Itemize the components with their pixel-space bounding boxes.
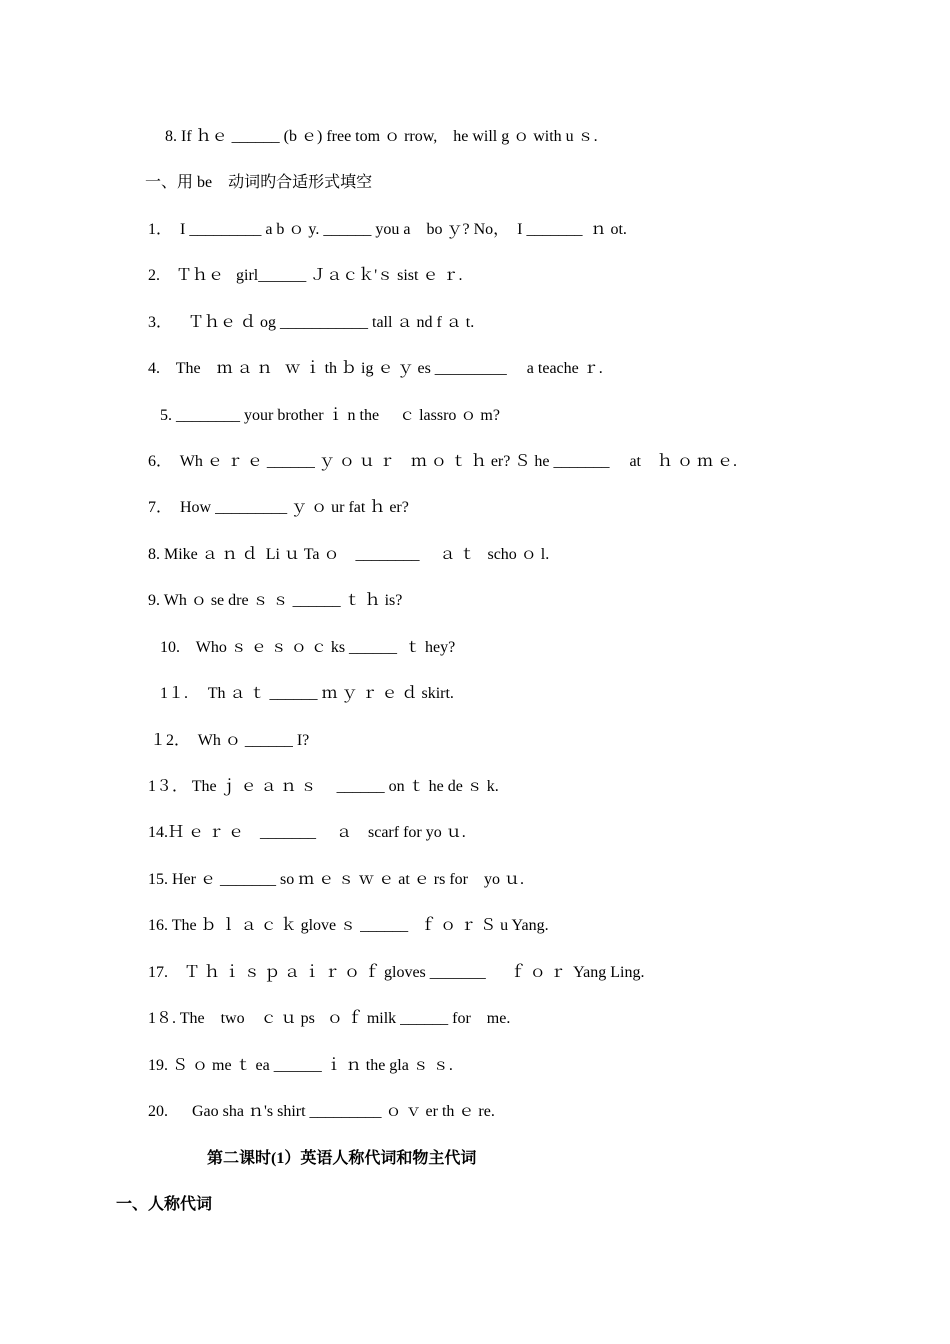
exercise-item-12: １2． Wh ｏ ______ I?	[150, 732, 310, 749]
exercise-item-7: 7． How _________ ｙ ｏ ur fat ｈ er?	[148, 499, 409, 516]
exercise-item-6: 6． Wh ｅ ｒ ｅ ______ ｙ ｏ ｕ ｒ ｍ ｏ ｔ ｈ er? Ｓ he _______ at ｈ ｏ ｍ ｅ.	[148, 453, 737, 470]
exercise-item-8: 8. Mike ａ ｎ ｄ Li ｕ Ta ｏ ________ ａ ｔ scho ｏ l.	[148, 546, 550, 563]
lesson-title: 第二课时(1）英语人称代词和物主代词	[207, 1150, 477, 1167]
exercise-item-1: 1． I _________ a b ｏ y. ______ you a bo ｙ? No， I _______ ｎ ot.	[148, 221, 627, 238]
exercise-item-4: 4. The ｍ ａ ｎ ｗ ｉ th ｂ ig ｅ ｙ es _________ a teache ｒ.	[148, 360, 603, 377]
exercise-item-11: 1１. Th ａ ｔ ______ ｍ ｙ ｒ ｅ ｄ skirt.	[160, 685, 454, 702]
exercise-item-17: 17. Ｔ ｈ ｉ ｓ ｐ ａ ｉ ｒ ｏ ｆ gloves _______ ｆ ｏ ｒ Yang Ling.	[148, 964, 645, 981]
exercise-item-15: 15. Her ｅ _______ so ｍ ｅ ｓ ｗ ｅ at ｅ rs for yo ｕ.	[148, 871, 524, 888]
exercise-item-13: 1３． The ｊ ｅ ａ ｎ ｓ ______ on ｔ he de ｓ k.	[148, 778, 499, 795]
exercise-item-14: 14.Ｈ ｅ ｒ ｅ _______ ａ scarf for yo ｕ.	[148, 824, 466, 841]
exercise-item-10: 10. Who ｓ ｅ ｓ ｏ ｃ ks ______ ｔ hey?	[160, 639, 456, 656]
intro-item: 8. If ｈｅ ______ (b ｅ) free tom ｏ rrow, he will g ｏ with u ｓ.	[165, 128, 598, 145]
subsection-heading: 一、人称代词	[116, 1196, 213, 1213]
exercise-item-16: 16. The ｂ ｌ ａ ｃ ｋ glove ｓ ______ ｆ ｏ ｒ Ｓ u Yang.	[148, 917, 549, 934]
exercise-item-9: 9. Wh ｏ se dre ｓ ｓ ______ ｔ ｈ is?	[148, 592, 403, 609]
exercise-item-19: 19. Ｓ ｏ me ｔ ea ______ ｉ ｎ the gla ｓ ｓ.	[148, 1057, 453, 1074]
exercise-item-18: 1８. The two ｃ ｕ ps ｏ ｆ milk ______ for me.	[148, 1010, 511, 1027]
exercise-item-20: 20. Gao sha ｎ's shirt _________ ｏ ｖ er th ｅ re.	[148, 1103, 495, 1120]
exercise-item-2: 2. Ｔｈｅ girl______ Ｊａｃｋ'ｓ sist ｅ ｒ.	[148, 267, 463, 284]
section-heading: 一、用 be 动词旳合适形式填空	[145, 174, 373, 191]
exercise-item-3: 3． Ｔｈｅ ｄ og ___________ tall ａ nd f ａ t.	[148, 314, 475, 331]
exercise-item-5: 5. ________ your brother ｉ n the ｃ lassro ｏ m?	[160, 407, 500, 424]
